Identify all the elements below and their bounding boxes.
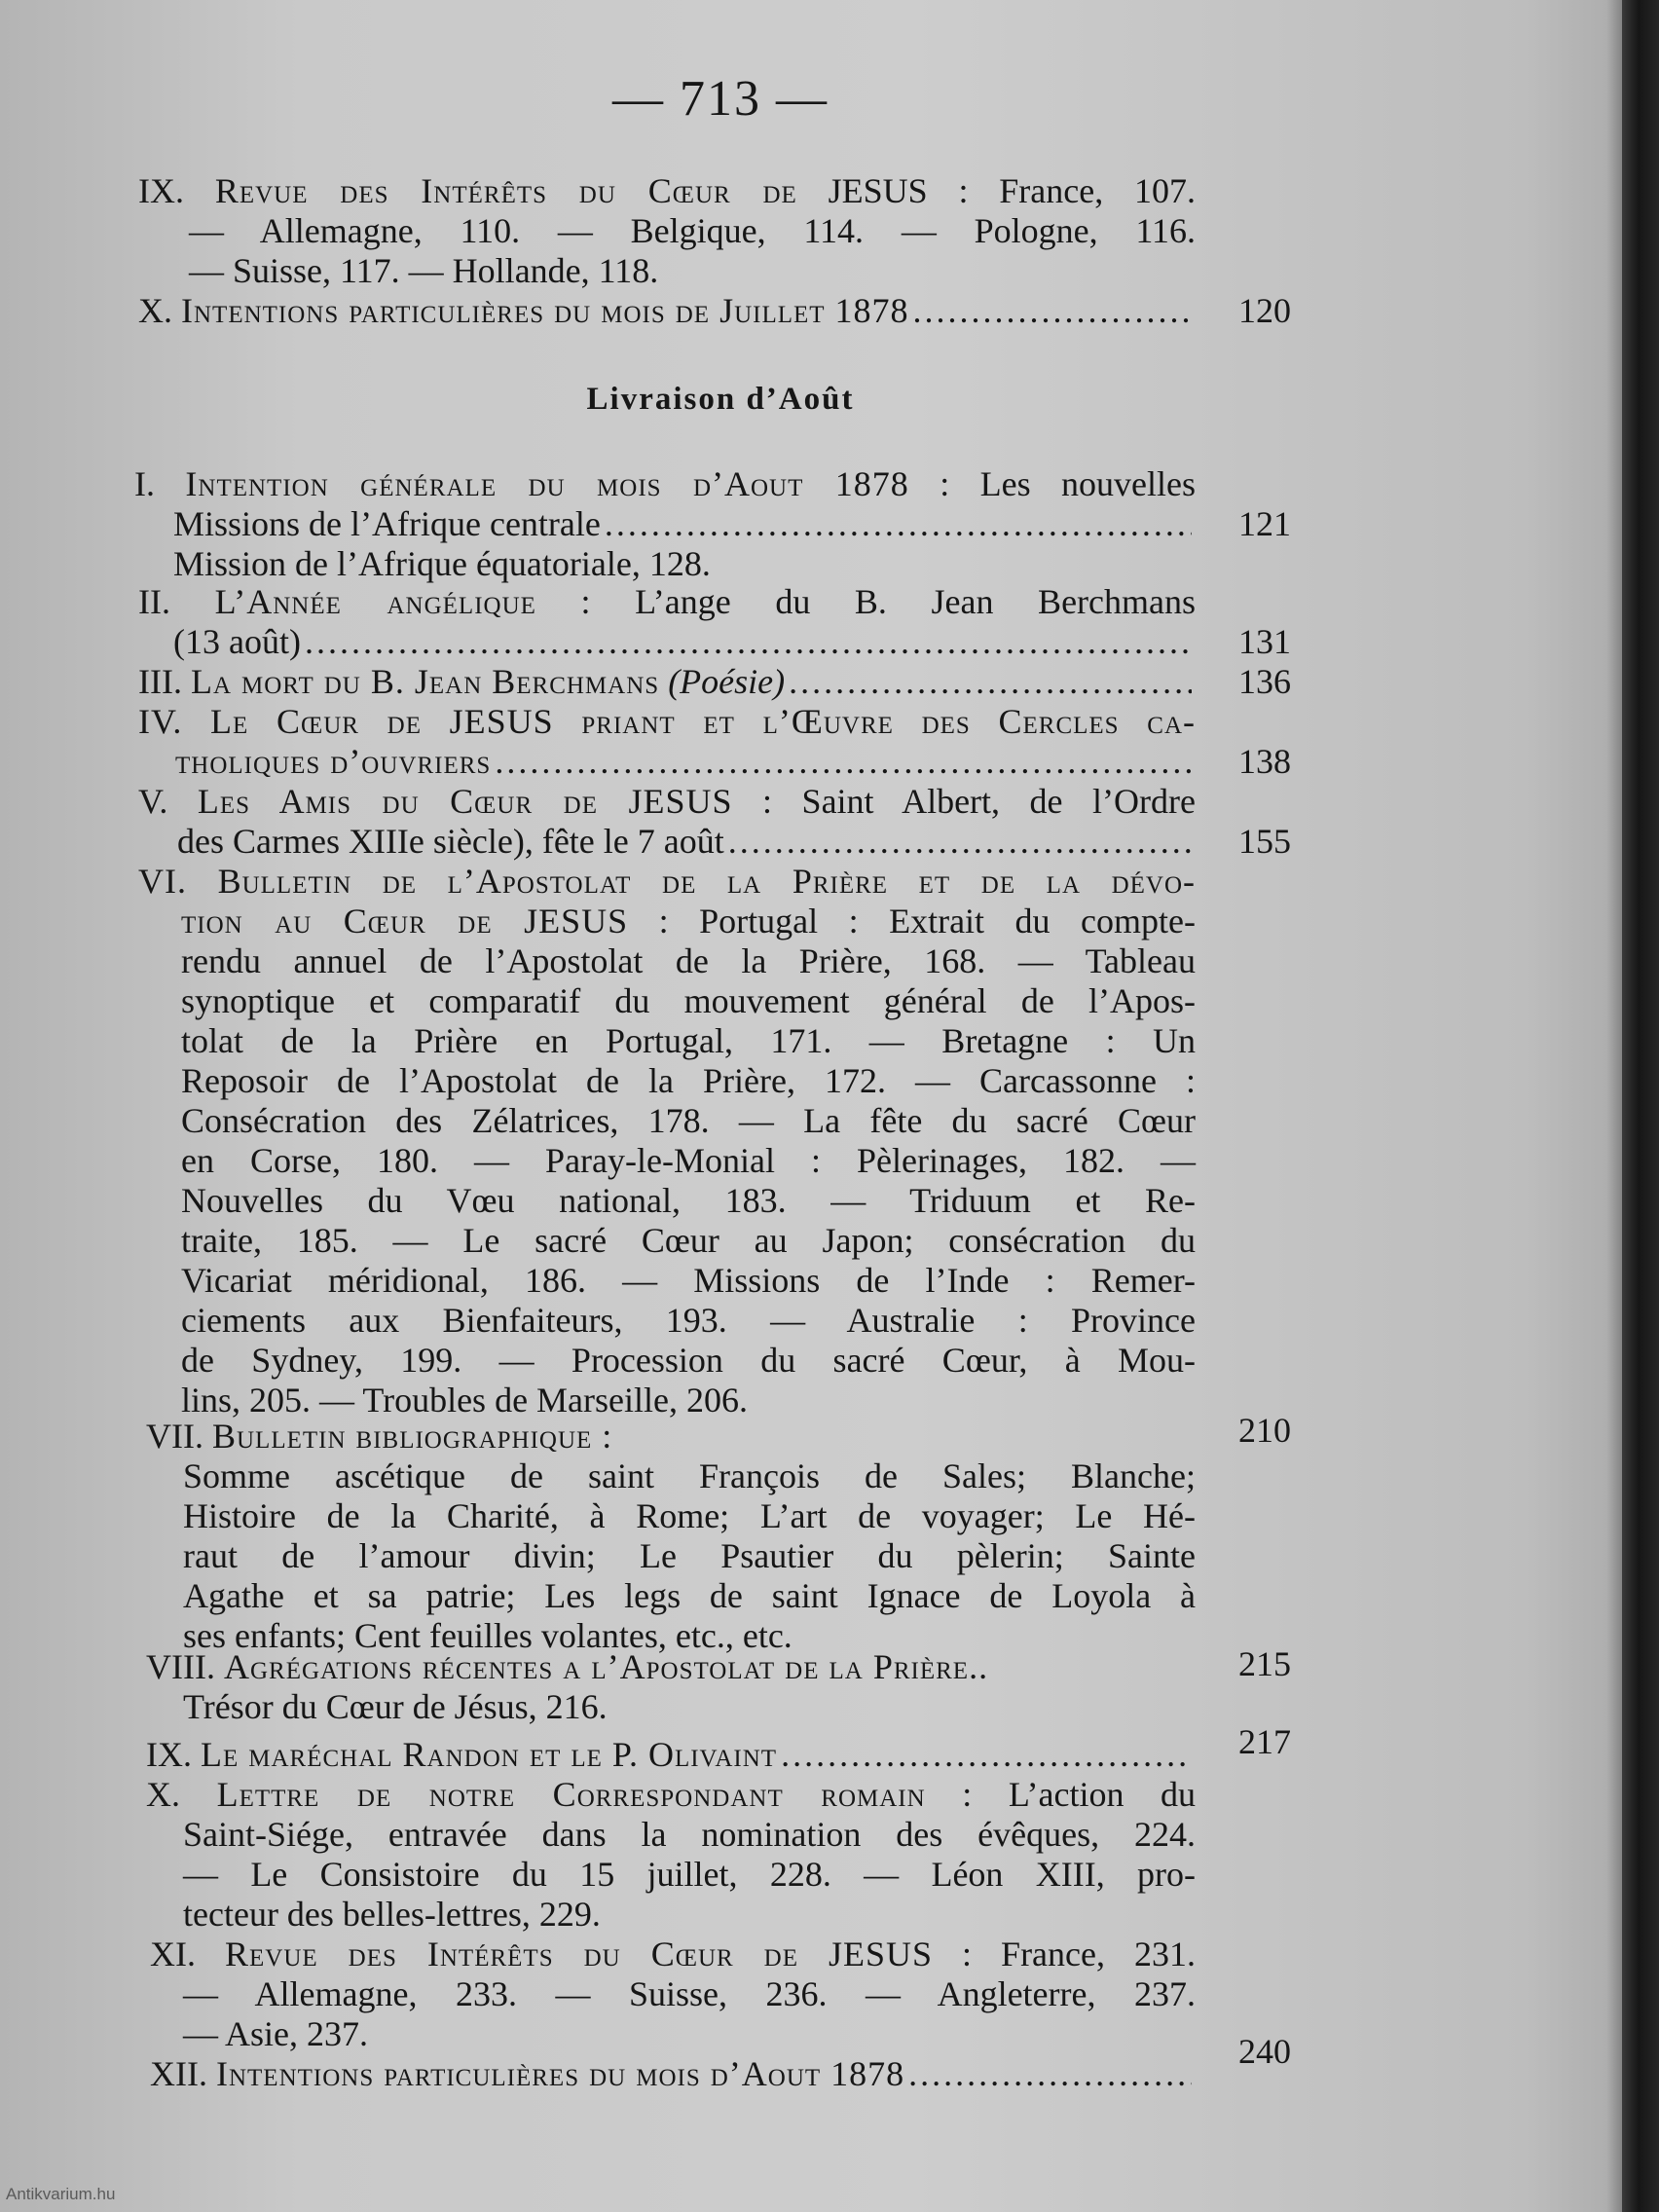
entry-continuation-text: (13 août) <box>173 622 301 661</box>
entry-title: Intention générale du mois d’Aout 1878 <box>185 464 909 503</box>
entry-first-line <box>138 582 1196 622</box>
page-ref: 155 <box>1238 822 1291 861</box>
entry-continuation: Vicariat méridional, 186. — Missions de l’Inde : Remer- <box>181 1261 1196 1300</box>
page-ref: 240 <box>1238 2032 1291 2071</box>
entry-continuation: ses enfants; Cent feuilles volantes, etc., etc. <box>183 1616 793 1655</box>
entry-continuation: — Asie, 237. <box>183 2014 369 2053</box>
entry-continuation: Agathe et sa patrie; Les legs de saint Ignace de Loyola à <box>183 1576 1196 1615</box>
entry-title-caps: JESUS <box>828 171 928 210</box>
page-ref: 131 <box>1238 622 1291 661</box>
toc-entry-viii <box>146 1647 1196 1727</box>
entry-rest: : Les nouvelles <box>940 464 1197 503</box>
entry-title-cont: tion au Cœur de JESUS <box>181 902 629 940</box>
toc-entry-i <box>134 464 1196 584</box>
dot-leader <box>495 742 1192 782</box>
entry-rest: : Saint Albert, de l’Ordre <box>762 782 1196 821</box>
page-ref: 121 <box>1238 504 1291 543</box>
toc-entry-iii <box>138 662 1196 702</box>
page-ref: 136 <box>1238 662 1291 701</box>
entry-number: VI. <box>138 862 187 901</box>
entry-continuation: — Allemagne, 233. — Suisse, 236. — Angleterre, 237. <box>183 1974 1196 2013</box>
entry-continuation: Consécration des Zélatrices, 178. — La fête du sacré Cœur <box>181 1101 1196 1140</box>
entry-first-line <box>146 1647 1196 1687</box>
toc-entry-july-x <box>138 291 1196 331</box>
entry-title: Le maréchal Randon et le P. Olivaint <box>201 1735 778 1774</box>
entry-first-line <box>138 702 1196 742</box>
dot-leader <box>789 662 1192 702</box>
entry-continuation: Histoire de la Charité, à Rome; L’art de voyager; Le Hé- <box>183 1496 1196 1535</box>
entry-continuation <box>138 822 1196 862</box>
entry-rest: : France, 107. <box>958 171 1197 210</box>
page-ref: 217 <box>1238 1722 1291 1761</box>
toc-entry-xi <box>150 1935 1196 2054</box>
entry-rest: : France, 231. <box>962 1935 1196 1973</box>
entry-continuation: Trésor du Cœur de Jésus, 216. <box>183 1687 608 1726</box>
entry-number: XII. <box>150 2054 207 2093</box>
entry-continuation: — Allemagne, 110. — Belgique, 114. — Pologne, 116. <box>189 211 1196 250</box>
entry-title: Lettre de notre Correspondant romain <box>216 1775 926 1814</box>
page-number: — 713 — <box>612 71 829 127</box>
toc-entry-vi <box>138 862 1196 1420</box>
entry-number: IX. <box>138 171 184 210</box>
toc-entry-ix <box>146 1735 1196 1775</box>
entry-first-line <box>138 782 1196 822</box>
entry-title: Revue des Intérêts du Cœur de JESUS <box>225 1935 934 1973</box>
entry-continuation <box>138 742 1196 782</box>
entry-first-line <box>146 1775 1196 1815</box>
entry-continuation <box>138 622 1196 662</box>
entry-continuation: ciements aux Bienfaiteurs, 193. — Australie : Province <box>181 1301 1196 1340</box>
dot-leader <box>605 504 1192 544</box>
book-spine <box>1622 0 1659 2212</box>
toc-entry-iv <box>138 702 1196 782</box>
toc-entry-vii <box>146 1417 1196 1656</box>
entry-continuation: synoptique et comparatif du mouvement général de l’Apos- <box>181 981 1196 1020</box>
page-ref: 138 <box>1238 742 1291 781</box>
entry-continuation: tolat de la Prière en Portugal, 171. — Bretagne : Un <box>181 1021 1196 1060</box>
dot-leader <box>305 622 1192 662</box>
entry-continuation-text: Missions de l’Afrique centrale <box>173 504 601 543</box>
toc-entry-x <box>146 1775 1196 1935</box>
entry-number: VII. <box>146 1417 203 1456</box>
entry-continuation-text: tholiques d’ouvriers <box>175 742 492 781</box>
entry-continuation: lins, 205. — Troubles de Marseille, 206. <box>181 1381 748 1419</box>
entry-rest: : L’action du <box>962 1775 1197 1814</box>
entry-number: X. <box>138 291 172 330</box>
entry-number: VIII. <box>146 1647 215 1686</box>
entry-italic-note: (Poésie) <box>668 662 786 701</box>
toc-entry-july-ix <box>138 171 1196 291</box>
entry-continuation: Mission de l’Afrique équatoriale, 128. <box>173 544 711 583</box>
entry-title: Bulletin de l’Apostolat de la Prière et de la dévo- <box>217 862 1197 901</box>
page-ref: 210 <box>1238 1411 1291 1450</box>
entry-number: IX. <box>146 1735 192 1774</box>
entry-continuation: rendu annuel de l’Apostolat de la Prière, 168. — Tableau <box>181 941 1196 980</box>
entry-continuation: — Suisse, 117. — Hollande, 118. <box>189 251 659 290</box>
page-ref: 120 <box>1238 291 1291 330</box>
dot-leader <box>781 1735 1192 1775</box>
page-ref: 215 <box>1238 1644 1291 1683</box>
page-shadow <box>1606 0 1622 2212</box>
entry-title: Les Amis du Cœur de JESUS <box>197 782 733 821</box>
dot-leader <box>913 291 1192 331</box>
entry-first-line <box>138 862 1196 902</box>
dot-leader <box>728 822 1192 862</box>
entry-number: I. <box>134 464 155 503</box>
toc-entry-v <box>138 782 1196 862</box>
entry-first-line <box>138 171 1196 211</box>
entry-number: V. <box>138 782 168 821</box>
entry-continuation: en Corse, 180. — Paray-le-Monial : Pèlerinages, 182. — <box>181 1141 1196 1180</box>
entry-rest: : L’ange du B. Jean Berchmans <box>580 582 1197 621</box>
entry-continuation: Reposoir de l’Apostolat de la Prière, 172. — Carcassonne : <box>181 1061 1196 1100</box>
entry-number: IV. <box>138 702 183 741</box>
entry-first-line <box>150 1935 1196 1974</box>
entry-continuation <box>134 504 1196 544</box>
entry-continuation: traite, 185. — Le sacré Cœur au Japon; consécration du <box>181 1221 1196 1260</box>
watermark: Antikvarium.hu <box>6 2185 116 2203</box>
entry-title: Le Cœur de JESUS priant et l’Œuvre des Cercles ca- <box>210 702 1196 741</box>
toc-entry-xii <box>150 2054 1196 2094</box>
entry-title: La mort du B. Jean Berchmans <box>190 662 660 701</box>
entry-continuation: tecteur des belles-lettres, 229. <box>183 1895 601 1934</box>
entry-continuation: Somme ascétique de saint François de Sales; Blanche; <box>183 1456 1196 1495</box>
entry-first-line <box>134 464 1196 504</box>
entry-second-line <box>138 902 1196 941</box>
entry-continuation: — Le Consistoire du 15 juillet, 228. — Léon XIII, pro- <box>183 1855 1196 1894</box>
entry-title: L’Année angélique <box>214 582 536 621</box>
entry-title: Bulletin bibliographique : <box>211 1417 613 1456</box>
entry-continuation-text: des Carmes XIIIe siècle), fête le 7 août <box>177 822 724 861</box>
dot-leader <box>908 2054 1192 2094</box>
entry-number: XI. <box>150 1935 196 1973</box>
entry-continuation: de Sydney, 199. — Procession du sacré Cœur, à Mou- <box>181 1341 1196 1380</box>
section-heading: Livraison d’Août <box>586 382 855 417</box>
entry-continuation: Nouvelles du Vœu national, 183. — Triduum et Re- <box>181 1181 1196 1220</box>
entry-first-line <box>146 1417 1196 1456</box>
entry-title: Intentions particulières du mois d’Aout 1878 <box>215 2054 905 2093</box>
entry-title: Intentions particulières du mois de Juillet 1878 <box>181 291 909 330</box>
entry-continuation: raut de l’amour divin; Le Psautier du pèlerin; Sainte <box>183 1536 1196 1575</box>
entry-number: X. <box>146 1775 180 1814</box>
entry-number: II. <box>138 582 170 621</box>
entry-continuation: Saint-Siége, entravée dans la nomination des évêques, 224. <box>183 1815 1196 1854</box>
toc-entry-ii <box>138 582 1196 662</box>
entry-title: Agrégations récentes a l’Apostolat de la Prière.. <box>223 1647 989 1686</box>
entry-number: III. <box>138 662 182 701</box>
entry-rest: : Portugal : Extrait du compte- <box>658 902 1196 940</box>
entry-title: Revue des Intérêts du Cœur de <box>214 171 797 210</box>
